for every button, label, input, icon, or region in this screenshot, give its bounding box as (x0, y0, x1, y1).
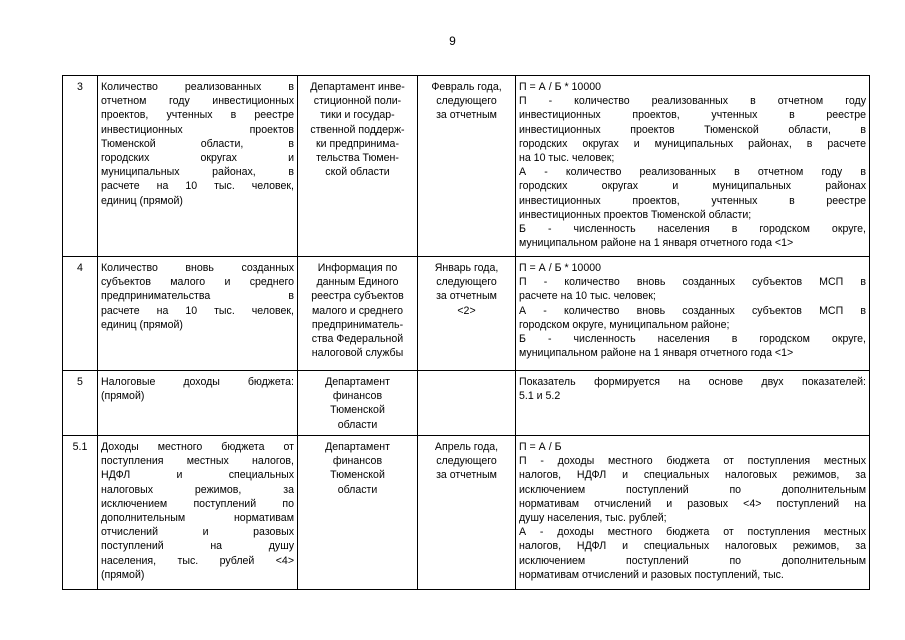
name-line: инвестиционных проектов (101, 123, 294, 136)
indicator-number: 4 (63, 257, 98, 371)
name-line: Количество реализованных в (101, 81, 294, 93)
name-line: расчете на 10 тыс. человек, (101, 180, 294, 193)
name-line: отчетном году инвестиционных (101, 95, 294, 108)
source-line: тельства Тюмен- (316, 152, 399, 165)
indicator-number: 3 (63, 76, 98, 257)
calculation-method-cell (516, 257, 870, 371)
data-source-cell (298, 371, 418, 436)
page-number: 9 (449, 34, 456, 48)
source-line: области (337, 483, 378, 496)
term-line: за отчетным (436, 109, 497, 122)
calc-line: муниципальном районе на 1 января отчетного года <1> (519, 347, 794, 360)
source-line: налоговой службы (311, 347, 404, 360)
calc-line: П = А / Б (519, 441, 562, 453)
name-line: единиц (прямой) (101, 194, 183, 207)
calc-line: Б - численность населения в городском округе, (519, 223, 866, 236)
calculation-method-cell (516, 76, 870, 257)
term-line: за отчетным (436, 469, 497, 482)
data-source-cell (298, 257, 418, 371)
calc-line: П = А / Б * 10000 (519, 81, 602, 93)
name-line: городских округах и (101, 152, 294, 165)
calc-line: исключением поступлений по дополнительным (519, 483, 866, 496)
calc-line: П = А / Б * 10000 (519, 262, 602, 274)
term-line: следующего (436, 95, 497, 108)
calc-line: 5.1 и 5.2 (519, 390, 561, 403)
source-line: Тюменской (330, 404, 385, 417)
table-row (63, 371, 870, 436)
source-line: Тюменской (330, 469, 385, 482)
calc-line: А - количество вновь созданных субъектов МСП в (519, 304, 866, 317)
source-line: области (337, 418, 378, 431)
table-row (63, 257, 870, 371)
calc-line: городских округах и муниципальных районах, в расчете (519, 137, 866, 150)
source-line: Департамент инве- (310, 81, 405, 93)
term-line: Январь года, (434, 262, 499, 274)
calc-line: инвестиционных проектов, учтенных в реестре (519, 194, 866, 207)
name-line: населения, тыс. рублей <4> (101, 554, 294, 567)
name-line: (прямой) (101, 390, 145, 403)
source-line: Информация по (317, 262, 398, 274)
deadline-cell (418, 436, 516, 590)
indicator-number: 5 (63, 371, 98, 436)
name-line: Налоговые доходы бюджета: (101, 376, 294, 388)
deadline-cell (418, 257, 516, 371)
source-line: реестра субъектов (311, 290, 404, 303)
calc-line: Б - численность населения в городском округе, (519, 333, 866, 346)
name-line: поступления местных налогов, (101, 455, 294, 468)
table-row (63, 436, 870, 590)
name-line: поступлений на душу (101, 540, 294, 553)
source-line: ской области (325, 166, 390, 179)
indicator-name-cell (98, 436, 298, 590)
calc-line: городском округе, муниципальном районе; (519, 318, 730, 331)
source-line: малого и среднего (312, 304, 403, 317)
name-line: налоговых режимов, за (101, 483, 294, 496)
source-line: Департамент (325, 441, 390, 453)
name-line: расчете на 10 тыс. человек, (101, 304, 294, 317)
term-line: за отчетным (436, 290, 497, 303)
data-source-cell (298, 436, 418, 590)
source-line: предприниматель- (311, 318, 404, 331)
name-line: исключением поступлений по (101, 497, 294, 510)
indicator-name-cell (98, 257, 298, 371)
term-line: Февраль года, (431, 81, 502, 93)
calc-line: П - доходы местного бюджета от поступления местных (519, 455, 866, 468)
calc-line: инвестиционных проектов, учтенных в реестре (519, 109, 866, 122)
name-line: Количество вновь созданных (101, 262, 294, 274)
calc-line: муниципальном районе на 1 января отчетного года <1> (519, 237, 794, 250)
name-line: Тюменской области, в (101, 137, 294, 150)
calc-line: душу населения, тыс. рублей; (519, 512, 667, 525)
term-line: Апрель года, (434, 441, 499, 453)
calc-line: А - количество реализованных в отчетном году в (519, 166, 866, 179)
calc-line: на 10 тыс. человек; (519, 152, 615, 165)
name-line: единиц (прямой) (101, 318, 183, 331)
calc-line: исключением поступлений по дополнительным (519, 554, 866, 567)
calc-line: налогов, НДФЛ и специальных налоговых режимов, за (519, 540, 866, 553)
name-line: Доходы местного бюджета от (101, 441, 294, 453)
name-line: НДФЛ и специальных (101, 469, 294, 482)
indicator-name-cell (98, 76, 298, 257)
data-source-cell (298, 76, 418, 257)
name-line: субъектов малого и среднего (101, 276, 294, 289)
calc-line: нормативам отчислений и разовых <4> поступлений на (519, 497, 866, 510)
term-line: следующего (436, 455, 497, 468)
source-line: стиционной поли- (313, 95, 402, 108)
source-line: ки предпринима- (316, 137, 399, 150)
term-line: следующего (436, 276, 497, 289)
calc-line: Показатель формируется на основе двух показателей: (519, 376, 866, 388)
table-row (63, 76, 870, 257)
name-line: (прямой) (101, 568, 145, 581)
calc-line: П - количество вновь созданных субъектов МСП в (519, 276, 866, 289)
calculation-method-cell (516, 371, 870, 436)
source-line: финансов (332, 390, 383, 403)
deadline-cell (418, 76, 516, 257)
term-line: <2> (457, 304, 476, 317)
name-line: проектов, учтенных в реестре (101, 109, 294, 122)
calc-line: П - количество реализованных в отчетном году (519, 95, 866, 108)
calc-line: нормативам отчислений и разовых поступлений, тыс. (519, 568, 784, 581)
calc-line: городских округах и муниципальных районах (519, 180, 866, 193)
calc-line: налогов, НДФЛ и специальных налоговых режимов, за (519, 469, 866, 482)
calculation-method-cell (516, 436, 870, 590)
calc-line: инвестиционных проектов Тюменской области, в (519, 123, 866, 136)
indicators-table (62, 75, 870, 590)
name-line: предпринимательства в (101, 290, 294, 303)
name-line: муниципальных районах, в (101, 166, 294, 179)
source-line: финансов (332, 455, 383, 468)
source-line: Департамент (325, 376, 390, 388)
indicator-number: 5.1 (63, 436, 98, 590)
calc-line: расчете на 10 тыс. человек; (519, 290, 656, 303)
calc-line: А - доходы местного бюджета от поступления местных (519, 526, 866, 539)
deadline-cell (418, 371, 516, 436)
indicator-name-cell (98, 371, 298, 436)
source-line: тики и государ- (320, 109, 395, 122)
name-line: отчислений и разовых (101, 526, 294, 539)
calc-line: инвестиционных проектов Тюменской области; (519, 208, 752, 221)
source-line: ственной поддерж- (310, 123, 405, 136)
source-line: данным Единого (316, 276, 399, 289)
source-line: ства Федеральной (311, 333, 404, 346)
name-line: дополнительным нормативам (101, 512, 294, 525)
